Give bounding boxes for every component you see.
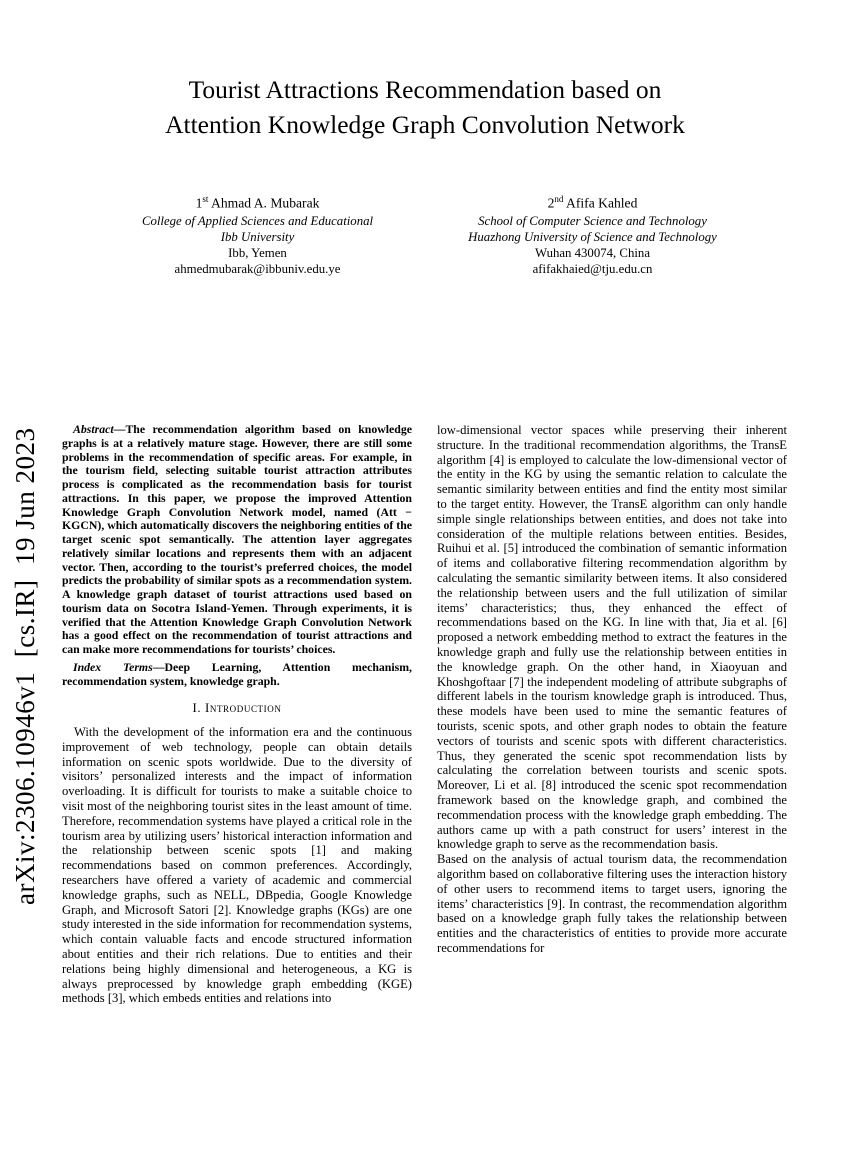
author-name — [90, 190, 425, 213]
author-email: ahmedmubarak@ibbuniv.edu.ye — [174, 262, 341, 277]
author-city: Wuhan 430074, China — [535, 245, 650, 260]
author-affiliation-line1: School of Computer Science and Technology — [478, 213, 707, 228]
body-paragraph-2: Based on the analysis of actual tourism data, the recommendation algorithm based on collaborative filtering uses the interaction history of other users to recommend items to target users, ignoring the items’ characteristics [9]. In contrast, the recommendation algorithm based on a knowledge graph fully takes the relationship between entities and the characteristics of entities to provide more accurate recommendations for — [437, 852, 787, 955]
author-order: 1 — [195, 195, 203, 211]
index-terms-label: Index Terms — [73, 659, 153, 674]
author-order-suffix: nd — [554, 194, 564, 204]
author-email: afifakhaied@tju.edu.cn — [532, 262, 653, 277]
author-block-2 — [425, 190, 760, 277]
abstract-paragraph — [62, 423, 412, 657]
authors-row — [0, 190, 850, 277]
body-columns — [62, 423, 788, 1006]
paper-title-line1: Tourist Attractions Recommendation based on — [188, 75, 662, 104]
author-name-text: Afifa Kahled — [563, 195, 638, 211]
paper-title — [0, 72, 850, 142]
author-name — [425, 190, 760, 213]
section-heading-introduction: I. Introduction — [192, 701, 282, 716]
author-name-text: Ahmad A. Mubarak — [208, 195, 320, 211]
paper-title-line2: Attention Knowledge Graph Convolution Network — [165, 110, 685, 139]
author-affiliation-line2: Huazhong University of Science and Technology — [468, 229, 717, 244]
author-affiliation-line1: College of Applied Sciences and Educational — [141, 213, 374, 228]
author-block-1 — [90, 190, 425, 277]
paper-page — [0, 72, 850, 1172]
arxiv-watermark: arXiv:2306.10946v1 [cs.IR] 19 Jun 2023 — [10, 427, 40, 905]
author-affiliation-line2: Ibb University — [220, 229, 295, 244]
author-order-suffix: st — [202, 194, 209, 204]
body-paragraph-1: low-dimensional vector spaces while preserving their inherent structure. In the traditional recommendation algorithms, the TransE algorithm [4] is employed to calculate the low-dimensional vector of the entity in the KG by using the semantic relation to calculate the semantic similarity between entities and find the entity most similar to the target entity. However, the TransE algorithm can only handle simple single relationships between entities, and does not take into consideration of the multiple relations between entities. Besides, Ruihui et al. [5] introduced the combination of semantic information of items and collaborative filtering recommendation algorithm by calculating the semantic similarity between items. It also considered the relationship between users and the full utilization of similar items’ characteristics; thus, they enhanced the effect of recommendations based on the KG. In line with that, Jia et al. [6] proposed a network embedding method to extract the features in the knowledge graph and fully use the relationship between entities in the knowledge graph. On the other hand, in Xiaoyuan and Khoshgoftaar [7] the independent modeling of attribute subgraphs of different labels in the tourism knowledge graph is introduced. Thus, these models have been used to mine the semantic features of tourists, scenic spots, and other graph nodes to obtain the feature vectors of tourists and scenic spots with different characteristics. Thus, they generated the scenic spot recommendation lists by calculating the correlation between tourists and scenic spots. Moreover, Li et al. [8] introduced the scenic spot recommendation framework based on the knowledge graph, and combined the recommendation process with the knowledge graph embedding. The authors came up with a path construct for users’ interest in the knowledge graph to serve as the recommendation basis. — [437, 423, 787, 852]
author-city: Ibb, Yemen — [228, 245, 287, 260]
author-order: 2 — [547, 195, 555, 211]
index-terms — [62, 661, 412, 689]
column-right — [437, 423, 787, 1006]
column-left — [62, 423, 412, 1006]
abstract-label: Abstract — [73, 422, 114, 436]
abstract-text: —The recommendation algorithm based on knowledge graphs is at a relatively mature stage. However, there are still some problems in the recommendation of specific areas. For example, in the tourism field, selecting suitable tourist attraction attributes process is complicated as the recommendation basis for tourist attractions. In this paper, we propose the improved Attention Knowledge Graph Convolution Network model, named (Att − KGCN), which automatically discovers the neighboring entities of the target scenic spot semantically. The attention layer aggregates relatively similar locations and represents them with an adjacent vector. Then, according to the tourist’s preferred choices, the model predicts the probability of similar spots as a recommendation system. A knowledge graph dataset of tourist attractions used based on tourism data on Socotra Island-Yemen. Through experiments, it is verified that the Attention Knowledge Graph Convolution Network has a good effect on the recommendation of tourist attractions and can make more recommendations for tourists’ choices. — [62, 422, 412, 656]
index-terms-text: —Deep Learning, Attention mechanism, recommendation system, knowledge graph. — [62, 659, 412, 688]
intro-paragraph: With the development of the information era and the continuous improvement of web technology, people can obtain details information on scenic spots worldwide. Due to the diversity of visitors’ personalized interests and the impact of information overloading. It is difficult for tourists to make a suitable choice to visit most of the neighboring tourist sites in the least amount of time. Therefore, recommendation systems have played a critical role in the tourism area by utilizing users’ historical interaction information and the relationship between scenic spots [1] and making recommendations based on common preferences. Accordingly, researchers have offered a variety of academic and commercial knowledge graphs, such as NELL, DBpedia, Google Knowledge Graph, and Microsoft Satori [2]. Knowledge graphs (KGs) are one study interested in the side information for recommendation systems, which contain valuable facts and encode structured information about entities and their rich relations. Due to entities and their relations being highly dimensional and heterogeneous, a KG is always preprocessed by knowledge graph embedding (KGE) methods [3], which embeds entities and relations into — [62, 725, 412, 1006]
